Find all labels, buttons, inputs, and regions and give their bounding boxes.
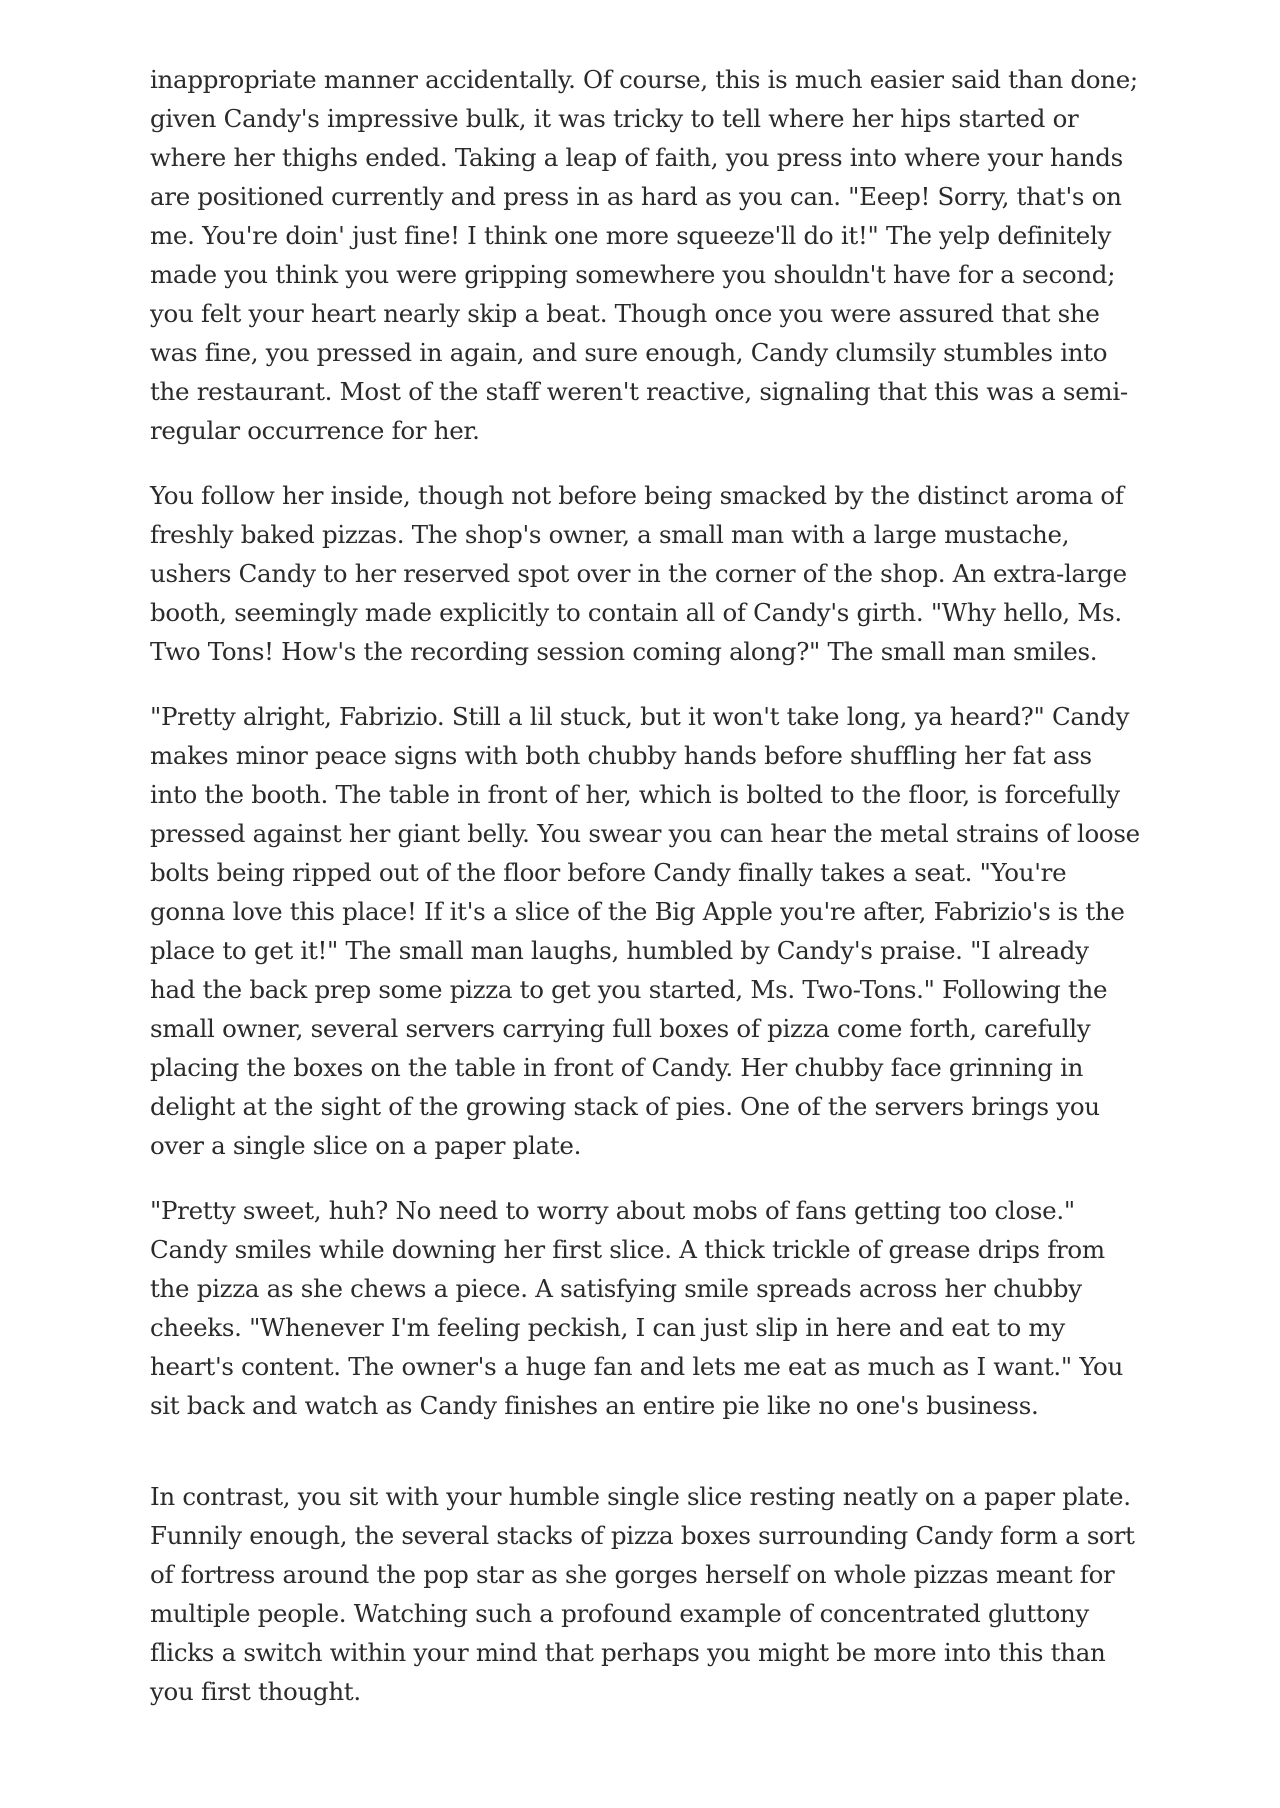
paragraph-2: You follow her inside, though not before being smacked by the distinct aroma of freshly baked pizzas. The shop's owner, a small man with a large mustache, ushers Candy to her reserved spot over in the corner of the shop. An extra-large booth, seemingly made explicitly to contain all of Candy's girth. "Why hello, Ms. Two Tons! How's the recording session coming along?" The small man smiles. (150, 481, 1127, 666)
paragraph-4: "Pretty sweet, huh? No need to worry about mobs of fans getting too close." Candy smiles while downing her first slice. A thick trickle of grease drips from the pizza as she chews a piece. A satisfying smile spreads across her chubby cheeks. "Whenever I'm feeling peckish, I can just slip in here and eat to my heart's content. The owner's a huge fan and lets me eat as much as I want." You sit back and watch as Candy finishes an entire pie like no one's business. (150, 1196, 1123, 1420)
document-body (150, 60, 1140, 1737)
paragraph-5: In contrast, you sit with your humble single slice resting neatly on a paper plate. Funnily enough, the several stacks of pizza boxes surrounding Candy form a sort of fortress around the pop star as she gorges herself on whole pizzas meant for multiple people. Watching such a profound example of concentrated gluttony flicks a switch within your mind that perhaps you might be more into this than you first thought. (150, 1482, 1135, 1706)
paragraph-1: inappropriate manner accidentally. Of course, this is much easier said than done; given Candy's impressive bulk, it was tricky to tell where her hips started or where her thighs ended. Taking a leap of faith, you press into where your hands are positioned currently and press in as hard as you can. "Eeep! Sorry, that's on me. You're doin' just fine! I think one more squeeze'll do it!" The yelp definitely made you think you were gripping somewhere you shouldn't have for a second; you felt your heart nearly skip a beat. Though once you were assured that she was fine, you pressed in again, and sure enough, Candy clumsily stumbles into the restaurant. Most of the staff weren't reactive, signaling that this was a semi-regular occurrence for her. (150, 65, 1138, 445)
paragraph-3: "Pretty alright, Fabrizio. Still a lil stuck, but it won't take long, ya heard?" Candy makes minor peace signs with both chubby hands before shuffling her fat ass into the booth. The table in front of her, which is bolted to the floor, is forcefully pressed against her giant belly. You swear you can hear the metal strains of loose bolts being ripped out of the floor before Candy finally takes a seat. "You're gonna love this place! If it's a slice of the Big Apple you're after, Fabrizio's is the place to get it!" The small man laughs, humbled by Candy's praise. "I already had the back prep some pizza to get you started, Ms. Two-Tons." Following the small owner, several servers carrying full boxes of pizza come forth, carefully placing the boxes on the table in front of Candy. Her chubby face grinning in delight at the sight of the growing stack of pies. One of the servers brings you over a single slice on a paper plate. (150, 702, 1140, 1160)
